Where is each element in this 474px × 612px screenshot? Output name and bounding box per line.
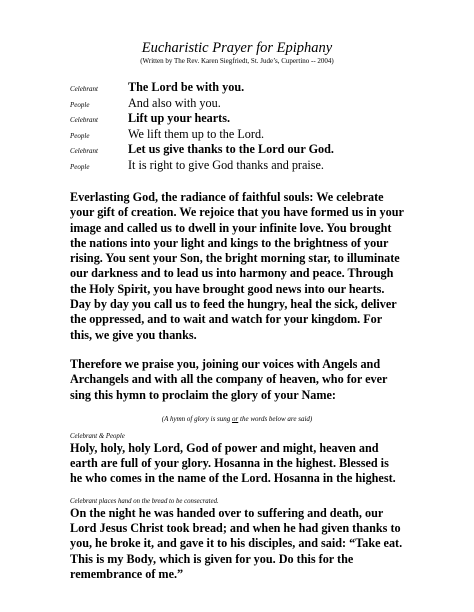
dialogue-line: The Lord be with you. — [128, 80, 245, 94]
dialogue-row — [70, 96, 404, 112]
dialogue-line: We lift them up to the Lord. — [128, 126, 265, 141]
speaker-label: People — [70, 131, 90, 140]
sursum-corda-dialogue — [70, 80, 404, 173]
speaker-label: Celebrant — [70, 116, 98, 124]
speaker-label: People — [70, 100, 90, 109]
sanctus-paragraph: Holy, holy, holy Lord, God of power and might, heaven and earth are full of your glory. Hosanna in the highest. Blessed is he who comes in the name of the Lord. Hosanna in the highest. — [70, 440, 396, 486]
dialogue-line: It is right to give God thanks and praise. — [128, 157, 324, 172]
dialogue-row — [70, 80, 404, 96]
institution-narrative-paragraph: On the night he was handed over to suffering and death, our Lord Jesus Christ took bread; and when he had given thanks to you, he broke it, and gave it to his disciples, and said: “Take eat. This is my Body, which is given for you. Do this for the remembrance of me.” — [70, 505, 403, 581]
sanctus-introduction-paragraph: Therefore we praise you, joining our voices with Angels and Archangels and with all the company of heaven, who for ever sing this hymn to proclaim the glory of your Name: — [70, 356, 388, 402]
dialogue-line: And also with you. — [128, 95, 221, 110]
page-subtitle: (Written by The Rev. Karen Siegfriedt, St. Jude’s, Cupertino -- 2004) — [140, 57, 334, 65]
dialogue-row — [70, 142, 404, 158]
dialogue-line: Lift up your hearts. — [128, 111, 231, 125]
bread-consecration-rubric: Celebrant places hand on the bread to be consecrated. — [70, 497, 219, 505]
dialogue-line: Let us give thanks to the Lord our God. — [128, 142, 334, 156]
celebrant-people-rubric: Celebrant & People — [70, 432, 125, 440]
dialogue-row — [70, 111, 404, 127]
rubric-text: the words below are said) — [238, 414, 313, 423]
dialogue-row — [70, 127, 404, 143]
dialogue-row — [70, 158, 404, 174]
rubric-text: (A hymn of glory is sung — [161, 414, 233, 423]
hymn-rubric — [70, 415, 404, 424]
page-title: Eucharistic Prayer for Epiphany — [141, 40, 333, 56]
rubric-or: or — [232, 414, 239, 423]
speaker-label: Celebrant — [70, 147, 98, 155]
preface-paragraph: Everlasting God, the radiance of faithful souls: We celebrate your gift of creation. We rejoice that you have formed us in your image and called us to dwell in your infinite love. You brought the nations into your light and kings to the brightness of your rising. You sent your Son, the bright morning star, to illuminate our darkness and to lead us into harmony and peace. Through the Holy Spirit, you have brought good news into our hearts. Day by day you call us to feed the hungry, heal the sick, deliver the oppressed, and to wait and watch for your kingdom. For this, we give you thanks. — [70, 190, 404, 342]
speaker-label: People — [70, 162, 90, 171]
speaker-label: Celebrant — [70, 85, 98, 93]
